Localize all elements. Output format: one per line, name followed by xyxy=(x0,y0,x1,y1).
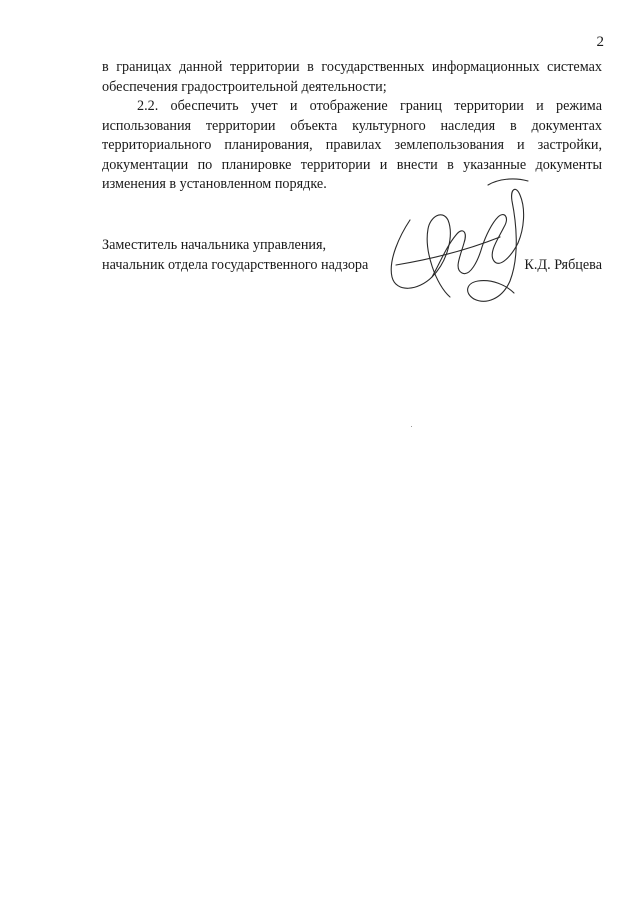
paragraph-continuation: в границах данной территории в государственных информационных системах обеспечения градостроительной деятельности; xyxy=(102,59,602,95)
signer-name: К.Д. Рябцева xyxy=(524,256,602,273)
signer-position-line-1: Заместитель начальника управления, xyxy=(102,237,327,253)
paragraph-item-2-2: 2.2. обеспечить учет и отображение границ территории и режима использования территории объекта культурного наследия в документах территориального планирования, правилах землепользования и застройки, документации по планировке территории и внести в указанные документы изменения в установленном порядке. xyxy=(102,98,602,192)
scan-speck xyxy=(411,426,412,427)
handwritten-signature xyxy=(370,165,540,315)
page-number: 2 xyxy=(596,34,604,50)
signer-position-line-2: начальник отдела государственного надзора xyxy=(102,256,369,273)
